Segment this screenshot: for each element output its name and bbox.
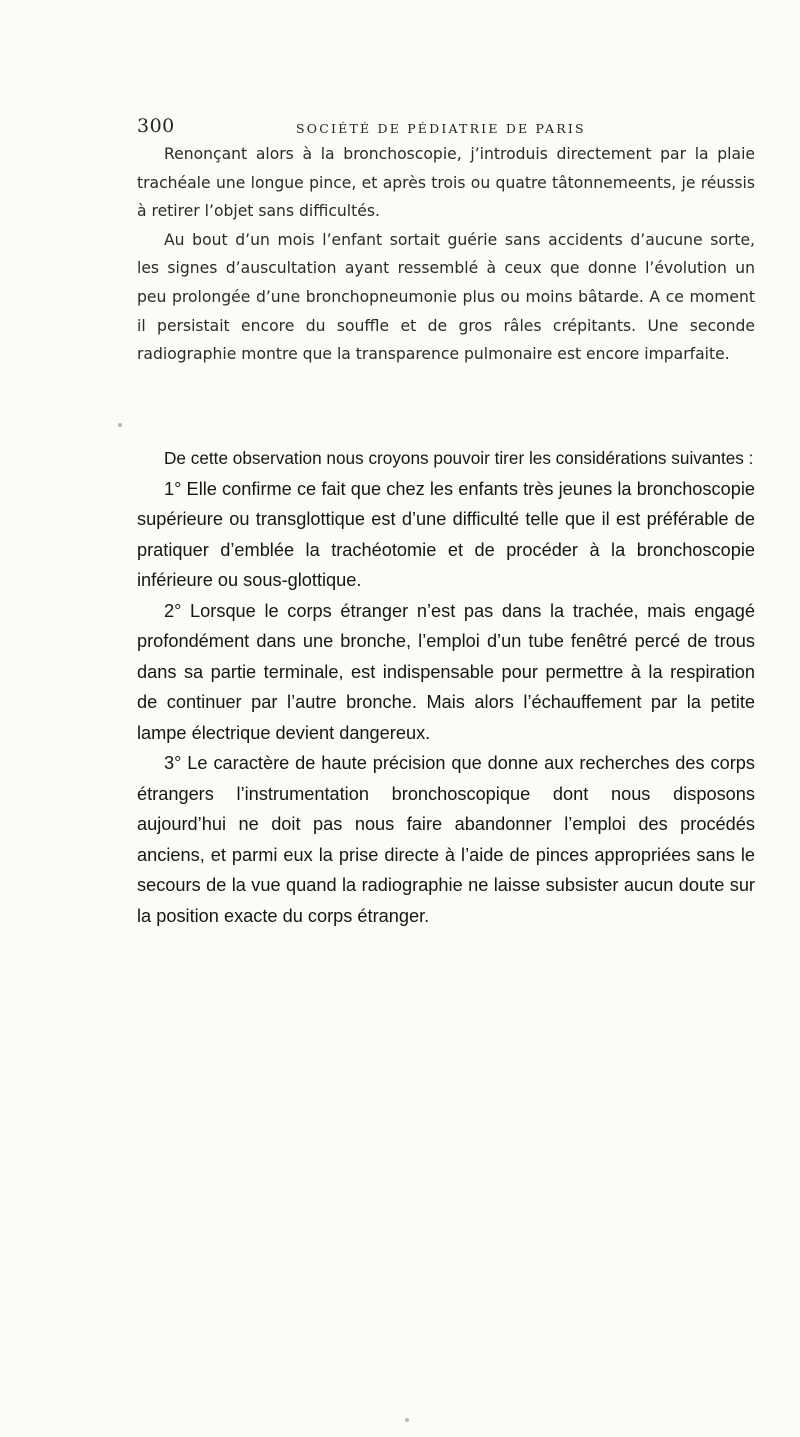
observation-text	[137, 140, 755, 369]
paper-speck	[405, 1418, 409, 1422]
paper-speck	[118, 423, 122, 427]
paragraph-conclusions-intro: De cette observation nous croyons pouvoir tirer les considérations suivantes :	[164, 448, 754, 468]
running-head: SOCIÉTÉ DE PÉDIATRIE DE PARIS	[296, 121, 586, 136]
conclusion-point-3: 3° Le caractère de haute précision que donne aux recherches des corps étrangers l’instrumentation bronchoscopique dont nous disposons aujourd’hui ne doit pas nous faire abandonner l’emploi des procédés anciens, et parmi eux la prise directe à l’aide de pinces appropriées sans le secours de la vue quand la radiographie ne laisse subsister aucun doute sur la position exacte du corps étranger.	[137, 753, 755, 926]
paragraph-outcome: Au bout d’un mois l’enfant sortait guérie sans accidents d’aucune sorte, les signes d’auscultation ayant ressemblé à ceux que donne l’évolution un peu prolongée d’une bronchopneumonie plus ou moins bâtarde. A ce moment il persistait encore du souffle et de gros râles crépitants. Une seconde radiographie montre que la transparence pulmonaire est encore imparfaite.	[137, 230, 755, 364]
page-number: 300	[137, 115, 175, 137]
paragraph-removal: Renonçant alors à la bronchoscopie, j’introduis directement par la plaie trachéale une longue pince, et après trois ou quatre tâtonnemeents, je réussis à retirer l’objet sans difficultés.	[137, 145, 755, 221]
conclusions-text	[137, 443, 755, 931]
conclusion-point-1: 1° Elle confirme ce fait que chez les enfants très jeunes la bronchoscopie supérieure ou transglottique est d’une difficulté telle que il est préférable de pratiquer d’emblée la trachéotomie et de procéder à la bronchoscopie inférieure ou sous-glottique.	[137, 478, 755, 590]
conclusion-point-2: 2° Lorsque le corps étranger n’est pas dans la trachée, mais engagé profondément dans une bronche, l’emploi d’un tube fenêtré percé de trous dans sa partie terminale, est indispensable pour permettre à la respiration de continuer par l’autre bronche. Mais alors l’échauffement par la petite lampe électrique devient dangereux.	[137, 600, 755, 743]
